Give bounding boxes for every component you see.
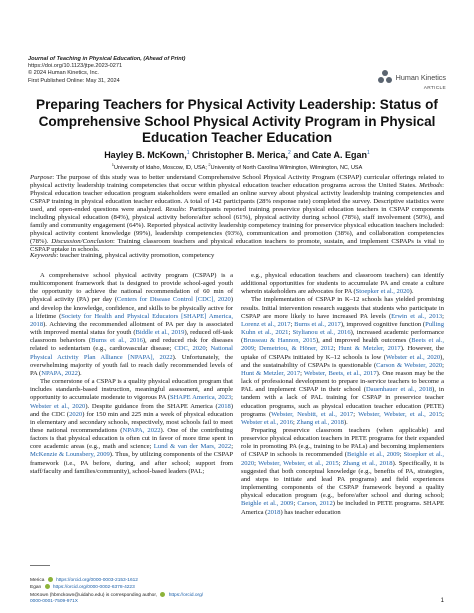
journal-header [28, 56, 328, 85]
body-paragraph [241, 427, 444, 517]
citation-link[interactable]: Carson & Webster, 2020 [376, 361, 443, 369]
citation-link[interactable]: Webster et al., 2016 [241, 418, 294, 426]
author-affil-sup: 1 [186, 150, 190, 156]
body-text: ). [409, 288, 414, 296]
body-text: ) and develop the knowledge, confidence, and skills to be physically active for a lifetime ( [30, 296, 233, 320]
article-title: Preparing Teachers for Physical Activity Leadership: Status of Comprehensive School Physical Activity Program in Physical Education Teacher Education [36, 97, 438, 145]
body-text: ; [254, 459, 259, 467]
body-text: e.g., physical education teachers and classroom teachers) can identify additional opportunities for students to accumulate PA and create a culture wherein stakeholders are advocates for PA ( [241, 272, 444, 296]
citation-link[interactable]: Dauenhauer et al., 2018 [365, 386, 433, 394]
orcid-icon [45, 584, 50, 589]
citation-link[interactable]: Webster et al., 2020 [385, 353, 441, 361]
abstract-text: : The purpose of this study was to better understand Comprehensive School Physical Activity Program (CSPAP) curricular offerings related to physical activity leadership training competencies that occur within physical education teacher education programs across the United States. [30, 174, 444, 190]
body-text: ; [231, 443, 234, 451]
body-text: ; [254, 345, 259, 353]
body-text: ). [343, 418, 348, 426]
citation-link[interactable]: Webster, Webster, et al., 2015 [358, 410, 443, 418]
body-text: ), and improved health outcomes ( [315, 337, 412, 345]
doi-link[interactable]: https://doi.org/10.1123/jtpe.2023-0271 [28, 63, 123, 70]
citation-link[interactable]: Stylianou et al., 2016 [292, 329, 351, 337]
copyright: © 2024 Human Kinetics, Inc. [28, 70, 99, 77]
orcid-link[interactable]: https://orcid.org/0000-0003-2153-1612 [56, 578, 138, 583]
affil-sup: 1 [111, 162, 114, 167]
publisher-name: Human Kinetics [395, 72, 446, 82]
body-text: ). Despite guidance from the SHAPE America ( [85, 402, 218, 410]
citation-link[interactable]: Webster, Nesbitt, et al., 2017 [271, 410, 354, 418]
orcid-link[interactable]: https://orcid.org/ [168, 592, 204, 598]
citation-link[interactable]: Stoepker et al., 2020 [355, 288, 410, 296]
body-column-left [30, 272, 233, 476]
abstract-text: : Training classroom teachers and physical education teachers to promote, sustain, and implement CSPAPs is vital to CSPAP uptake in schools. [30, 238, 444, 254]
citation-link[interactable]: SHAPE America, 2023 [169, 394, 232, 402]
keywords-text: : teacher training, physical activity promotion, competency [56, 252, 215, 259]
body-text: ). One reason may be the lack of professional development to prepare in-service teachers to become a PAL and implement CSPAP in their school ( [241, 369, 444, 394]
body-text: ; [333, 345, 339, 353]
body-column-right [241, 272, 444, 517]
body-text: ). However, the uptake of CSPAPs initiated by K–12 schools is low ( [241, 345, 444, 361]
body-text: ). Specifically, it is suggested that both conceptual knowledge (e.g., benefits of PA, strategies, and steps to initiate and lead PA programs) and field experiences implementing components of the CSPAP framework beyond a quality physical education program (e.g., before/after school and during school; [241, 459, 444, 500]
author: and Cate A. Egan [293, 150, 368, 160]
keywords [30, 252, 444, 259]
citation-link[interactable]: Society for Health and Physical Educators [SHAPE] America, 2018 [30, 312, 233, 328]
citation-link[interactable]: Webster et al., 2020 [30, 402, 86, 410]
affiliations [30, 162, 444, 171]
footnote-author: Egan [30, 585, 42, 591]
body-text: ) for 150 min and 225 min a week of physical education in elementary and secondary schools, respectively, most schools fail to meet these national recommendations ( [30, 410, 233, 434]
article-type: ARTICLE [423, 86, 446, 91]
body-text: ; [300, 369, 304, 377]
body-paragraph [241, 272, 444, 296]
first-published: First Published Online: May 31, 2024 [28, 77, 120, 84]
citation-link[interactable]: Biddle et al., 2019 [135, 329, 185, 337]
citation-link[interactable]: 2018 [217, 402, 231, 410]
body-text: ; [293, 500, 298, 508]
body-text: ). One of the contributing factors is that physical education is often cut in favor of more time spent in core academic areas (e.g., math and science; [30, 426, 233, 451]
body-text: ) be included in PETE programs. SHAPE America ( [241, 500, 444, 516]
citation-link[interactable]: Hunt & Metzler, 2017 [338, 345, 401, 353]
citation-link[interactable]: Stoepker et al., 2020 [241, 451, 444, 467]
body-text: ; [293, 418, 297, 426]
citation-link[interactable]: Demetriou, & Höner, 2012 [258, 345, 334, 353]
page-number: 1 [440, 598, 444, 604]
publisher-logo [366, 70, 446, 91]
abstract-label: Discussion/Conclusion [51, 238, 113, 246]
body-text: The implementation of CSPAP in K–12 schools has yielded promising results. Initial intervention research suggests that students who participate in CSPAP are more likely to have increased PA levels ( [241, 296, 444, 320]
body-text: ; [288, 329, 293, 337]
body-text: ; [442, 361, 444, 369]
body-text: ), reduced off-task classroom behaviors ( [30, 329, 233, 345]
body-text: ), improved cognitive function ( [340, 320, 426, 328]
citation-link[interactable]: Beets et al., 2009 [241, 337, 445, 353]
body-paragraph [241, 296, 444, 427]
body-text: ; [290, 320, 295, 328]
author: Christopher B. Merica, [192, 150, 289, 160]
citation-link[interactable]: CDC, 2020 [174, 345, 206, 353]
body-text: ; [442, 410, 444, 418]
body-text: ; [353, 410, 359, 418]
divider [30, 245, 444, 246]
footnote-author: Merica [30, 578, 45, 583]
orcid-icon [48, 577, 53, 582]
citation-link[interactable]: Beighle et al., 2009 [346, 451, 400, 459]
body-paragraph [30, 378, 233, 476]
body-text: ), in tandem with a lack of PAL training for CSPAP in preservice teacher education programs, such as physical education teacher education (PETE) programs ( [241, 386, 444, 418]
orcid-link[interactable]: 0000-0001-7509-971X [30, 599, 79, 605]
body-text: ). Achieving the recommended allotment of PA per day is associated with improved mental status for youth ( [30, 320, 233, 337]
body-text: ; [399, 451, 404, 459]
footnote [30, 577, 270, 606]
abstract-label: Results [165, 206, 185, 214]
footnote-divider [30, 565, 50, 566]
citation-link[interactable]: Erwin et al., 2013 [391, 312, 443, 320]
affiliation: University of Idaho, Moscow, ID, USA; [113, 164, 207, 171]
author-affil-sup: 2 [288, 150, 291, 156]
citation-link[interactable]: NPAPA, 2022 [41, 369, 78, 377]
abstract-label: Methods [419, 182, 443, 190]
body-text: ), and the sustainability of CSPAPs is questionable ( [241, 353, 444, 369]
body-text: ), and reduced risk for diseases related to sedentarism (e.g., cardiovascular disease; [30, 337, 233, 353]
journal-title: Journal of Teaching in Physical Education, (Ahead of Print) [28, 56, 186, 62]
citation-link[interactable]: Burns et al., 2016 [91, 337, 143, 345]
citation-link[interactable]: Webster, Beets, et al., 2017 [303, 369, 377, 377]
body-text: ; [231, 394, 233, 402]
citation-link[interactable]: McKenzie & Lounsbery, 2009 [30, 451, 110, 459]
human-kinetics-logo-icon [378, 70, 392, 84]
affil-sup: 2 [208, 162, 211, 167]
body-text: A comprehensive school physical activity program (CSPAP) is a multicomponent framework that is designed to provide school-aged youth the opportunity to achieve the national recommendation of 60 min of physical activity (PA) per day ( [30, 272, 233, 304]
body-text: ; [338, 459, 343, 467]
citation-link[interactable]: Lorenz et al., 2017 [241, 320, 291, 328]
body-text: ). Thus, by utilizing components of the CSPAP framework (i.e., PA before, during, and after school; support from staff/faculty and families/community), school-based leaders (PAL; [30, 451, 234, 475]
citation-link[interactable]: Burns et al., 2017 [294, 320, 341, 328]
body-text: ) has teacher education [280, 508, 341, 516]
body-text: ; [205, 345, 211, 353]
citation-link[interactable]: Zhang et al., 2018 [296, 418, 344, 426]
citation-link[interactable]: Webster, Webster, et al., 2015 [258, 459, 339, 467]
orcid-link[interactable]: https://orcid.org/0000-0002-6378-4223 [52, 585, 135, 591]
body-text: ; [442, 312, 444, 320]
citation-link[interactable]: 2018 [267, 508, 281, 516]
citation-link[interactable]: NPAPA, 2022 [122, 426, 161, 434]
author-affil-sup: 1 [367, 150, 370, 156]
abstract-text: : Participants reported training preservice physical education teachers in CSPAP components including physical education (84%), physical activity before/after school (61%), physical activity during school (78%), staff involvement (50%), and family and community engagement (64%). Reported physical activity leadership competency training for preservice physical education teachers included: physical activity content knowledge (99%), leadership competencies (93%), communication and promotion (38%), and collaboration competencies (78%). [30, 206, 444, 246]
citation-link[interactable]: 2020 [69, 410, 83, 418]
citation-link[interactable]: National Physical Activity Plan Alliance [NPAPA], 2022 [30, 345, 233, 361]
abstract-label: Purpose [30, 174, 53, 181]
body-text: ), increased academic performance ( [241, 329, 444, 345]
keywords-label: Keywords [30, 252, 57, 259]
citation-link[interactable]: Hunt & Metzler, 2017 [241, 369, 301, 377]
abstract [30, 174, 444, 254]
body-text: ) and the CDC ( [30, 402, 233, 418]
body-text: ). [77, 369, 82, 377]
citation-link[interactable]: Centers for Disease Control [CDC], 2020 [116, 296, 231, 304]
affiliation: University of North Carolina Wilmington, Wilmington, NC, USA [210, 164, 363, 171]
body-text: Preparing preservice classroom teachers (when applicable) and preservice physical education teachers in PETE programs for their expanded role in promoting PA (e.g., training to be PALs) and becoming implementers of CSPAP in schools is recommended ( [241, 426, 444, 459]
author-list [30, 150, 444, 160]
corresponding-author: McKown (hbmckown@uidaho.edu) is corresponding author, [30, 592, 157, 598]
citation-link[interactable]: Carson, 2012 [297, 500, 333, 508]
body-text: The cornerstone of a CSPAP is a quality physical education program that includes standards-based instruction, meaningful assessment, and ample opportunity to accumulate moderate to vigorous PA ( [30, 378, 233, 402]
citation-link[interactable]: Lund & van der Mars, 2022 [153, 443, 232, 451]
citation-link[interactable]: Pulling Kuhn et al., 2021 [241, 320, 444, 337]
author: Hayley B. McKown, [104, 150, 187, 160]
orcid-icon [160, 592, 165, 597]
body-text: ). Unfortunately, the overwhelming majority of youth fail to reach daily recommended levels of PA ( [30, 353, 233, 377]
citation-link[interactable]: Brusseau & Hannon, 2015 [243, 337, 316, 345]
citation-link[interactable]: Zhang et al., 2018 [342, 459, 393, 467]
body-paragraph [30, 272, 233, 378]
abstract-text: : Physical education teacher education program stakeholders were emailed an online survey about physical activity leadership training competencies and CSPAP training in physical education teacher education. A total of 142 participants (28% response rate) completed the survey. Descriptive statistics were used, and open-ended questions were analyzed. [30, 182, 444, 214]
citation-link[interactable]: Beighle et al., 2009 [241, 500, 294, 508]
